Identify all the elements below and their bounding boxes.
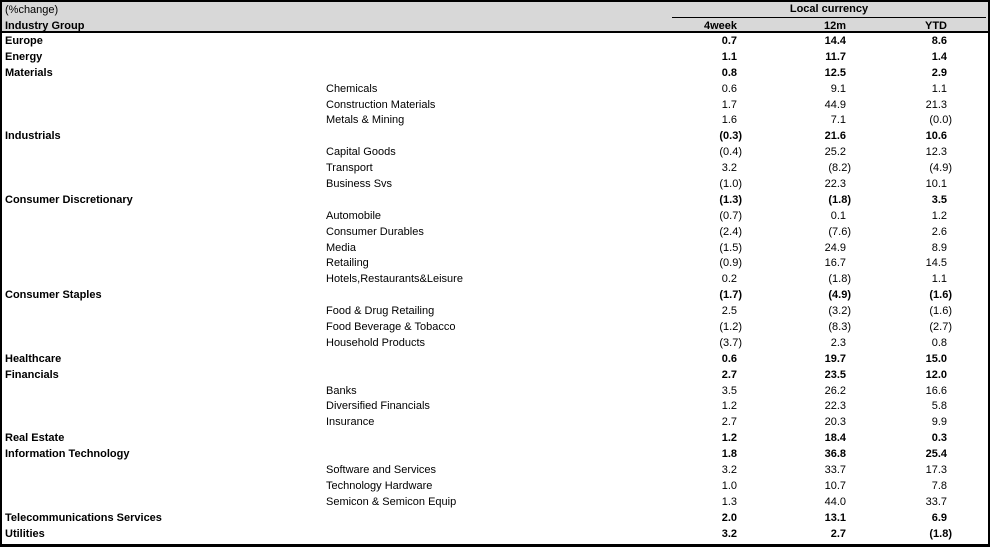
value-12m: 44.9 [824, 98, 846, 111]
value-ytd: 2.6 [931, 225, 947, 238]
value-4week: (0.3) [719, 130, 742, 143]
value-ytd: 1.1 [931, 82, 947, 95]
industry-group-row [2, 430, 988, 446]
sub-industry-label: Diversified Financials [326, 400, 430, 413]
industry-group-row [2, 33, 988, 49]
value-4week: 1.1 [721, 50, 737, 63]
value-12m: 2.7 [830, 527, 846, 540]
industry-group-label: Information Technology [5, 448, 130, 461]
value-4week: 0.6 [721, 352, 737, 365]
value-12m: (7.6) [828, 225, 851, 238]
sub-industry-row [2, 208, 988, 224]
sub-industry-label: Business Svs [326, 177, 393, 190]
column-header-12m: 12m [823, 19, 846, 32]
industry-group-row [2, 287, 988, 303]
value-ytd: 10.6 [925, 130, 947, 143]
value-12m: 23.5 [824, 368, 846, 381]
value-12m: (1.8) [828, 193, 851, 206]
value-12m: (8.2) [828, 162, 851, 175]
sub-industry-label: Technology Hardware [326, 479, 433, 492]
sub-industry-label: Insurance [326, 416, 375, 429]
column-header-ytd: YTD [925, 19, 947, 32]
sub-industry-label: Retailing [326, 257, 369, 270]
value-ytd: 33.7 [925, 495, 947, 508]
value-ytd: 8.6 [931, 34, 947, 47]
industry-group-label: Europe [5, 34, 43, 47]
value-4week: 1.6 [721, 114, 737, 127]
value-12m: 26.2 [824, 384, 846, 397]
value-ytd: 21.3 [925, 98, 947, 111]
sub-industry-label: Automobile [326, 209, 382, 222]
sub-industry-row [2, 255, 988, 271]
value-ytd: 9.9 [931, 416, 947, 429]
value-ytd: 0.3 [931, 432, 947, 445]
value-12m: 21.6 [824, 130, 846, 143]
industry-group-row [2, 526, 988, 542]
value-12m: 44.0 [824, 495, 846, 508]
industry-group-column-header: Industry Group [5, 19, 85, 32]
value-ytd: (4.9) [929, 162, 952, 175]
sub-industry-label: Capital Goods [326, 146, 396, 159]
industry-group-row [2, 65, 988, 81]
value-ytd: 14.5 [925, 257, 947, 270]
sub-industry-label: Metals & Mining [326, 114, 405, 127]
percent-change-note: (%change) [5, 4, 59, 16]
value-4week: 2.7 [721, 416, 737, 429]
value-12m: 25.2 [824, 146, 846, 159]
sub-industry-row [2, 398, 988, 414]
value-ytd: 12.0 [925, 368, 947, 381]
sub-industry-label: Construction Materials [326, 98, 436, 111]
value-12m: 14.4 [824, 34, 846, 47]
value-4week: (3.7) [719, 336, 742, 349]
value-4week: 0.6 [721, 82, 737, 95]
value-12m: 22.3 [824, 400, 846, 413]
value-4week: (1.5) [719, 241, 742, 254]
industry-group-label: Utilities [5, 527, 45, 540]
sub-industry-row [2, 160, 988, 176]
value-4week: 1.2 [721, 400, 737, 413]
value-ytd: 8.9 [931, 241, 947, 254]
value-ytd: 0.8 [931, 336, 947, 349]
value-4week: 0.7 [721, 34, 737, 47]
industry-group-label: Telecommunications Services [5, 511, 162, 524]
sub-industry-row [2, 383, 988, 399]
sub-industry-row [2, 478, 988, 494]
table-body [2, 33, 988, 542]
value-4week: 1.2 [721, 432, 737, 445]
value-12m: 24.9 [824, 241, 846, 254]
value-12m: 2.3 [830, 336, 846, 349]
value-12m: 13.1 [824, 511, 846, 524]
value-12m: 33.7 [824, 463, 846, 476]
value-4week: 3.2 [721, 527, 737, 540]
value-4week: (1.2) [719, 320, 742, 333]
value-ytd: 6.9 [931, 511, 947, 524]
value-12m: 22.3 [824, 177, 846, 190]
value-4week: (0.4) [719, 146, 742, 159]
value-12m: 9.1 [830, 82, 846, 95]
sub-industry-row [2, 81, 988, 97]
value-ytd: 15.0 [925, 352, 947, 365]
value-12m: (4.9) [828, 289, 851, 302]
sub-industry-label: Food Beverage & Tobacco [326, 320, 456, 333]
value-12m: 0.1 [830, 209, 846, 222]
value-ytd: (0.0) [929, 114, 952, 127]
value-4week: (2.4) [719, 225, 742, 238]
value-12m: 11.7 [825, 50, 846, 63]
header-row-columns [2, 18, 988, 33]
industry-group-row [2, 351, 988, 367]
value-ytd: 1.1 [931, 273, 947, 286]
value-4week: (0.9) [719, 257, 742, 270]
sub-industry-row [2, 271, 988, 287]
value-12m: 36.8 [824, 448, 846, 461]
value-ytd: (1.6) [929, 305, 952, 318]
value-12m: 19.7 [824, 352, 846, 365]
value-ytd: 17.3 [925, 463, 947, 476]
value-ytd: 16.6 [925, 384, 947, 397]
sub-industry-row [2, 494, 988, 510]
industry-group-row [2, 446, 988, 462]
industry-group-row [2, 510, 988, 526]
value-4week: 3.2 [721, 162, 737, 175]
industry-group-row [2, 367, 988, 383]
value-12m: 20.3 [824, 416, 846, 429]
industry-group-label: Consumer Discretionary [5, 193, 133, 206]
sub-industry-row [2, 335, 988, 351]
value-4week: 2.7 [721, 368, 737, 381]
sub-industry-row [2, 240, 988, 256]
value-ytd: 1.4 [931, 50, 947, 63]
sub-industry-label: Consumer Durables [326, 225, 424, 238]
value-4week: 2.5 [721, 305, 737, 318]
value-ytd: (1.6) [929, 289, 952, 302]
value-12m: 10.7 [824, 479, 846, 492]
sub-industry-row [2, 176, 988, 192]
value-4week: 3.5 [721, 384, 737, 397]
value-4week: 1.8 [721, 448, 737, 461]
value-ytd: 25.4 [925, 448, 947, 461]
value-4week: 0.8 [721, 66, 737, 79]
industry-group-label: Industrials [5, 130, 61, 143]
value-12m: (8.3) [828, 320, 851, 333]
value-ytd: 1.2 [931, 209, 947, 222]
value-4week: 3.2 [721, 463, 737, 476]
table-header [2, 2, 988, 33]
sub-industry-row [2, 303, 988, 319]
local-currency-group-header: Local currency [789, 3, 869, 15]
sub-industry-label: Software and Services [326, 463, 437, 476]
value-12m: 7.1 [830, 114, 846, 127]
sub-industry-row [2, 462, 988, 478]
sub-industry-row [2, 112, 988, 128]
value-ytd: (1.8) [929, 527, 952, 540]
header-row-top [2, 2, 988, 18]
sub-industry-label: Transport [326, 162, 373, 175]
value-ytd: (2.7) [929, 320, 952, 333]
value-4week: 2.0 [721, 511, 737, 524]
sub-industry-label: Semicon & Semicon Equip [326, 495, 457, 508]
value-4week: 1.7 [721, 98, 737, 111]
sub-industry-label: Banks [326, 384, 357, 397]
value-ytd: 7.8 [931, 479, 947, 492]
sub-industry-label: Chemicals [326, 82, 378, 95]
value-12m: (1.8) [828, 273, 851, 286]
value-ytd: 2.9 [931, 66, 947, 79]
value-4week: 1.3 [721, 495, 737, 508]
value-12m: 18.4 [824, 432, 846, 445]
industry-group-row [2, 49, 988, 65]
sub-industry-row [2, 144, 988, 160]
industry-group-row [2, 128, 988, 144]
local-currency-underline [672, 17, 986, 19]
industry-group-label: Consumer Staples [5, 289, 102, 302]
sub-industry-label: Household Products [326, 336, 426, 349]
value-4week: (1.0) [719, 177, 742, 190]
value-ytd: 3.5 [931, 193, 947, 206]
value-12m: 16.7 [824, 257, 846, 270]
value-ytd: 10.1 [925, 177, 947, 190]
value-ytd: 12.3 [925, 146, 947, 159]
sub-industry-row [2, 97, 988, 113]
sub-industry-row [2, 224, 988, 240]
value-4week: 0.2 [721, 273, 737, 286]
value-12m: (3.2) [828, 305, 851, 318]
value-4week: (1.7) [719, 289, 742, 302]
industry-group-label: Energy [5, 50, 43, 63]
value-4week: (0.7) [719, 209, 742, 222]
sub-industry-row [2, 319, 988, 335]
industry-group-label: Real Estate [5, 432, 65, 445]
column-header-4week: 4week [703, 19, 737, 32]
industry-group-label: Healthcare [5, 352, 62, 365]
value-4week: (1.3) [719, 193, 742, 206]
value-12m: 12.5 [824, 66, 846, 79]
industry-group-label: Materials [5, 66, 53, 79]
value-ytd: 5.8 [931, 400, 947, 413]
industry-group-row [2, 192, 988, 208]
sub-industry-row [2, 414, 988, 430]
industry-group-label: Financials [5, 368, 59, 381]
sub-industry-label: Media [326, 241, 356, 254]
value-4week: 1.0 [721, 479, 737, 492]
sub-industry-label: Hotels,Restaurants&Leisure [326, 273, 463, 286]
sub-industry-label: Food & Drug Retailing [326, 305, 435, 318]
